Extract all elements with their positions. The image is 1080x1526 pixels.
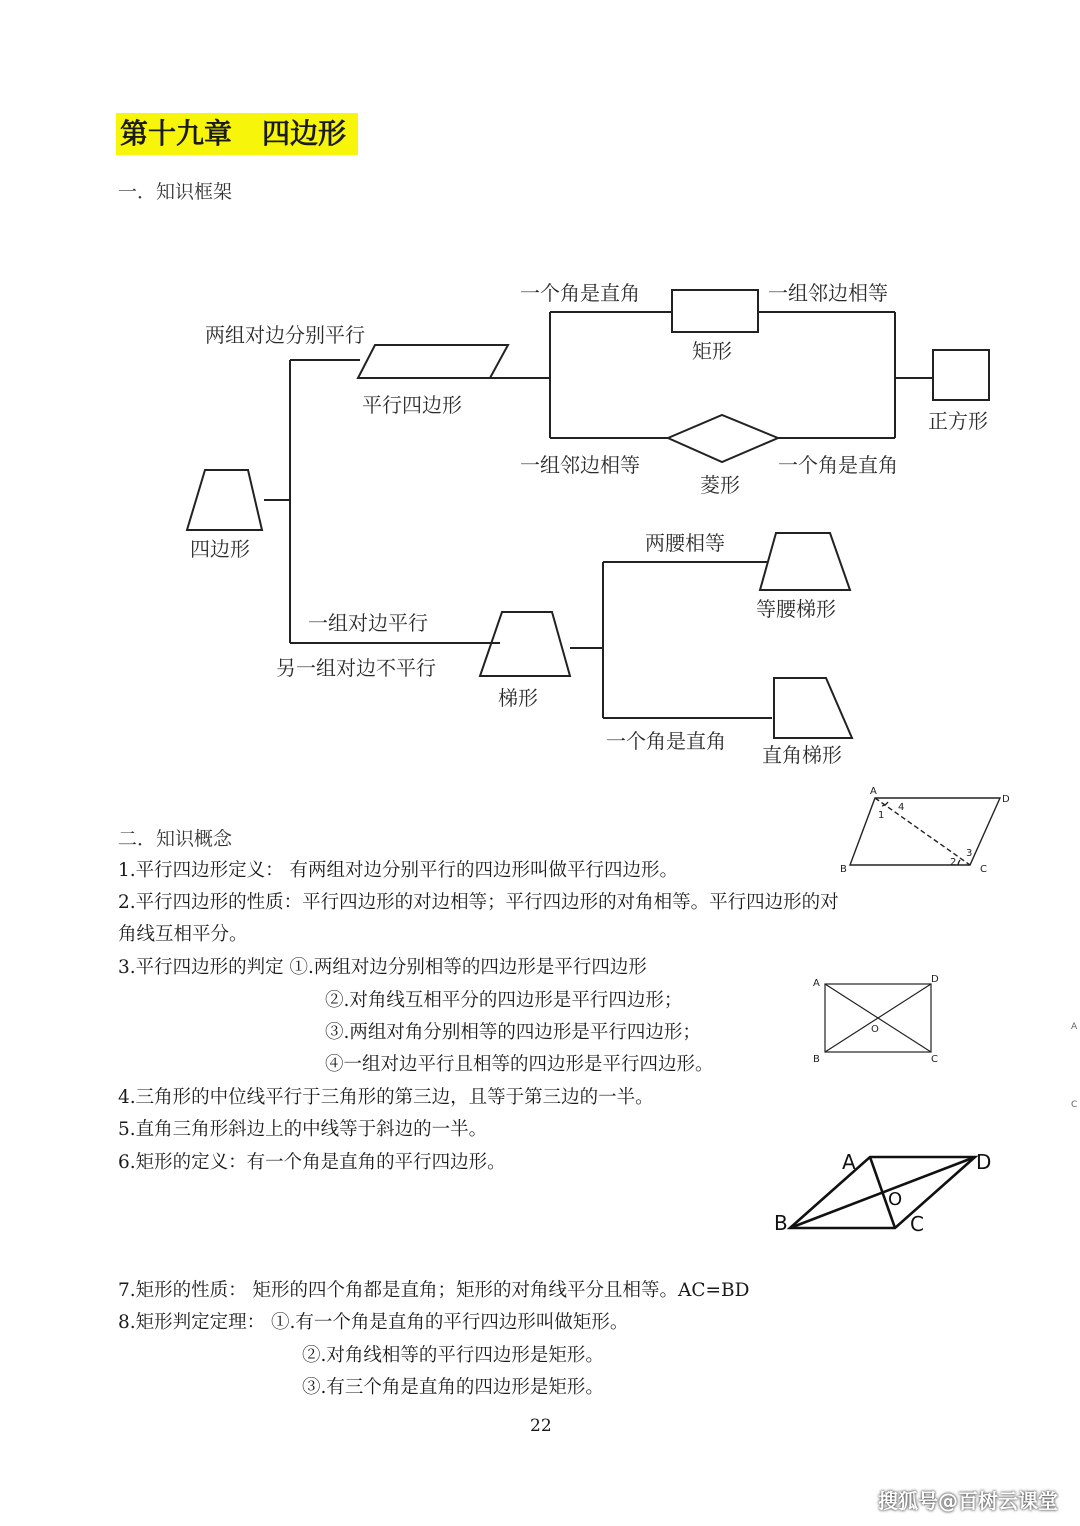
node-trapezoid: 梯形	[498, 686, 538, 710]
node-rhombus: 菱形	[700, 473, 740, 497]
edge-mark-top: A	[1071, 1022, 1078, 1032]
rhombus-figure	[770, 1145, 1000, 1240]
fig2-label-b: B	[813, 1054, 820, 1065]
fig2-label-a: A	[813, 978, 820, 989]
square-shape	[933, 350, 989, 400]
rectangle-shape	[672, 290, 758, 332]
edge-label-legs-equal: 两腰相等	[645, 531, 725, 555]
edge-label-adjacent-equal-rect: 一组邻边相等	[768, 281, 888, 305]
edge-label-right-angle-rhombus: 一个角是直角	[778, 453, 898, 477]
node-isosceles-trapezoid: 等腰梯形	[756, 597, 836, 621]
concept-line-8: 8.矩形判定定理： ①.有一个角是直角的平行四边形叫做矩形。	[118, 1312, 629, 1333]
fig1-label-c: C	[980, 864, 987, 875]
watermark: 搜狐号@百树云课堂	[878, 1489, 1058, 1513]
fig1-angle-3: 3	[966, 848, 973, 859]
node-right-trapezoid: 直角梯形	[762, 743, 842, 767]
chapter-number: 第十九章	[120, 117, 233, 150]
fig1-angle-2: 2	[950, 857, 957, 868]
quadrilateral-shape	[187, 470, 262, 530]
fig2-label-o: O	[871, 1024, 879, 1035]
edge-label-right-angle-rect: 一个角是直角	[520, 281, 640, 305]
isosceles-trapezoid-shape	[760, 533, 850, 590]
edge-label-other-not-parallel: 另一组对边不平行	[276, 656, 436, 680]
concept-line-3-2: ②.对角线互相平分的四边形是平行四边形；	[325, 990, 683, 1011]
node-square: 正方形	[928, 409, 988, 433]
chapter-topic: 四边形	[262, 117, 347, 150]
fig3-label-b: B	[774, 1211, 788, 1235]
node-quadrilateral: 四边形	[190, 537, 250, 561]
edge-label-adjacent-equal-rhombus: 一组邻边相等	[520, 453, 640, 477]
concept-line-3-3: ③.两组对角分别相等的四边形是平行四边形；	[325, 1022, 701, 1043]
parallelogram-figure	[830, 780, 1020, 880]
edge-mark-bottom: C	[1071, 1100, 1078, 1110]
parallelogram-shape	[358, 345, 508, 378]
concept-line-2: 2.平行四边形的性质：平行四边形的对边相等；平行四边形的对角相等。平行四边形的对	[118, 892, 839, 913]
fig3-label-o: O	[888, 1189, 903, 1210]
section-concepts-heading: 二．知识概念	[118, 828, 233, 850]
concept-line-5: 5.直角三角形斜边上的中线等于斜边的一半。	[118, 1119, 488, 1140]
edge-label-two-pairs-parallel: 两组对边分别平行	[205, 323, 365, 347]
concept-line-1: 1.平行四边形定义： 有两组对边分别平行的四边形叫做平行四边形。	[118, 860, 679, 881]
fig1-label-b: B	[840, 864, 847, 875]
right-trapezoid-shape	[774, 678, 852, 738]
edge-label-one-pair-parallel: 一组对边平行	[308, 611, 428, 635]
section-framework-heading: 一．知识框架	[118, 181, 233, 203]
concept-line-3: 3.平行四边形的判定 ①.两组对边分别相等的四边形是平行四边形	[118, 957, 647, 978]
page-number: 22	[530, 1416, 552, 1436]
fig2-label-d: D	[931, 974, 939, 985]
fig1-angle-1: 1	[878, 810, 885, 821]
fig3-label-c: C	[910, 1212, 924, 1236]
fig1-angle-4: 4	[898, 802, 905, 813]
concept-line-6: 6.矩形的定义：有一个角是直角的平行四边形。	[118, 1152, 506, 1173]
rhombus-shape	[668, 415, 778, 462]
concept-line-2-cont: 角线互相平分。	[118, 924, 248, 945]
fig3-label-a: A	[842, 1150, 856, 1174]
fig1-label-a: A	[870, 786, 877, 797]
concept-line-8-2: ②.对角线相等的平行四边形是矩形。	[302, 1345, 604, 1366]
fig2-label-c: C	[931, 1054, 938, 1065]
edge-label-right-angle-trap: 一个角是直角	[606, 729, 726, 753]
node-rectangle: 矩形	[692, 339, 732, 363]
node-parallelogram: 平行四边形	[362, 393, 462, 417]
concept-line-4: 4.三角形的中位线平行于三角形的第三边，且等于第三边的一半。	[118, 1087, 654, 1108]
concept-line-3-4: ④一组对边平行且相等的四边形是平行四边形。	[325, 1054, 714, 1075]
concept-line-7: 7.矩形的性质： 矩形的四个角都是直角；矩形的对角线平分且相等。AC=BD	[118, 1280, 750, 1301]
rectangle-figure	[805, 970, 955, 1070]
fig3-label-d: D	[976, 1150, 992, 1174]
fig1-label-d: D	[1002, 794, 1010, 805]
concept-line-8-3: ③.有三个角是直角的四边形是矩形。	[302, 1377, 604, 1398]
